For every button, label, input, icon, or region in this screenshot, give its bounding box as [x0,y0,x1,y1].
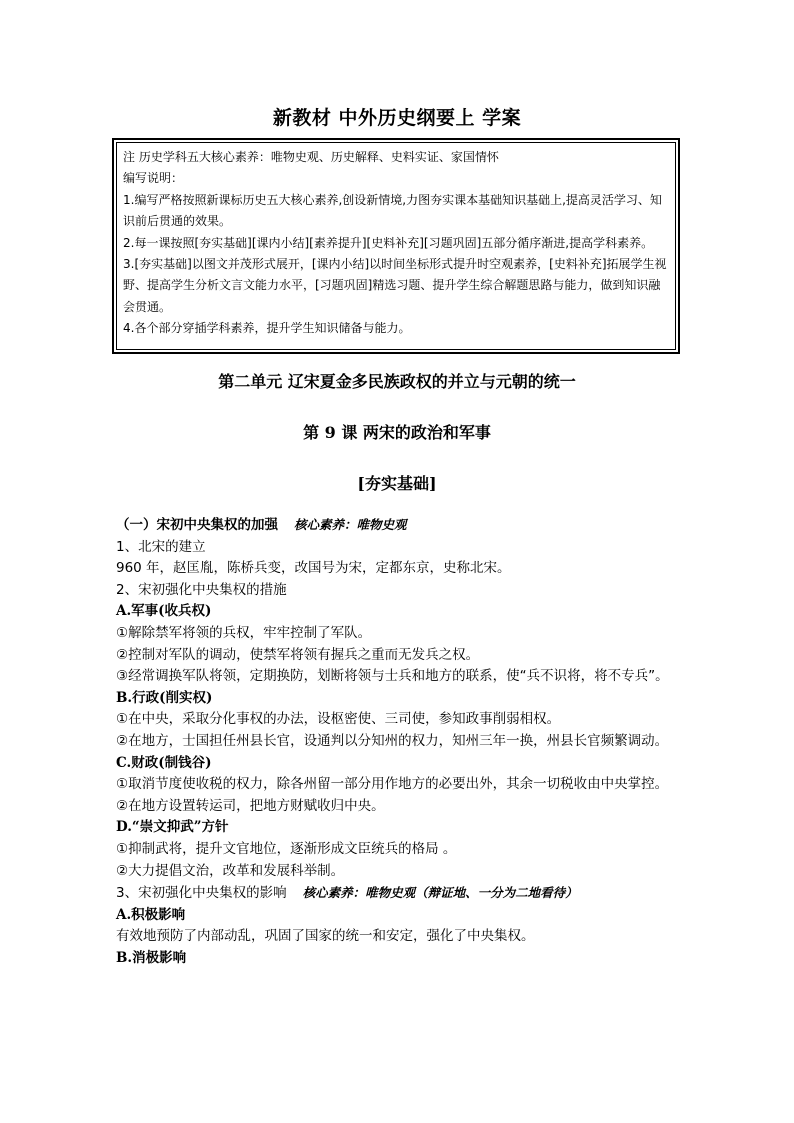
subheading: 2、宋初强化中央集权的措施 [116,581,287,598]
paragraph: 有效地预防了内部动乱，巩固了国家的统一和安定，强化了中央集权。 [116,928,535,945]
point-title: B.行政(削实权) [116,689,213,706]
lesson-content [116,514,686,969]
point-title: C.财政(制钱谷) [116,754,212,771]
paragraph: 960 年，赵匡胤，陈桥兵变，改国号为宋，定都东京，史称北宋。 [116,560,511,577]
list-item: ①抑制武将，提升文官地位，逐渐形成文臣统兵的格局 。 [116,840,457,857]
note-line: 1.编写严格按照新课标历史五大核心素养,创设新情境,力图夯实课本基础知识基础上,提高灵活学习、知识前后贯通的效果。 [123,192,662,229]
subheading: 3、宋初强化中央集权的影响 [116,885,287,902]
note-line: 编写说明： [123,171,184,186]
list-item: ①解除禁军将领的兵权，牢牢控制了军队。 [116,624,372,641]
list-item: ②控制对军队的调动，使禁军将领有握兵之重而无发兵之权。 [116,646,480,663]
lesson-title: 第 9 课 两宋的政治和军事 [303,423,491,442]
heading-1: （一）宋初中央集权的加强 [116,517,278,533]
list-item: ①取消节度使收税的权力，除各州留一部分用作地方的必要出外，其余一切税收由中央掌控。 [116,776,669,793]
document-title: 新教材 中外历史纲要上 学案 [272,107,522,129]
list-item: ②在地方设置转运司，把地方财赋收归中央。 [116,797,385,814]
unit-title: 第二单元 辽宋夏金多民族政权的并立与元朝的统一 [218,372,576,391]
core-literacy-tag: 核心素养：唯物史观 [294,517,407,532]
list-item: ①在中央，采取分化事权的办法，设枢密使、三司使，参知政事削弱相权。 [116,711,561,728]
note-line: 注 历史学科五大核心素养：唯物史观、历史解释、史料实证、家国情怀 [123,150,499,164]
heading-line [116,514,686,537]
list-item: ②在地方，士国担任州县长官，设通判以分知州的权力，知州三年一换，州县长官频繁调动。 [116,732,669,749]
point-title: D.“崇文抑武”方针 [116,819,229,836]
section-title: [夯实基础] [357,474,437,493]
subheading: 1、北宋的建立 [116,538,206,555]
list-item: ②大力提倡文治，改革和发展科举制。 [116,862,345,879]
point-title: A.积极影响 [116,906,186,923]
note-line: 4.各个部分穿插学科素养，提升学生知识储备与能力。 [123,321,411,336]
list-item: ③经常调换军队将领，定期换防，划断将领与士兵和地方的联系，使“兵不识将，将不专兵”。 [116,668,669,685]
core-literacy-tag: 核心素养：唯物史观（辩证地、一分为二地看待） [302,885,578,901]
point-title: B.消极影响 [116,949,187,966]
heading-line [116,882,686,905]
note-line: 3.[夯实基础]以图文并茂形式展开，[课内小结]以时间坐标形式提升时空观素养，[史料补充]拓展学生视野、提高学生分析文言文能力水平，[习题巩固]精选习题、提升学生综合解题思路与能力，做到知识融会贯通。 [123,257,667,314]
editor-note-box [116,142,676,350]
point-title: A.军事(收兵权) [116,603,212,620]
note-line: 2.每一课按照[夯实基础][课内小结][素养提升][史料补充][习题巩固]五部分循序渐进,提高学科素养。 [123,235,654,250]
